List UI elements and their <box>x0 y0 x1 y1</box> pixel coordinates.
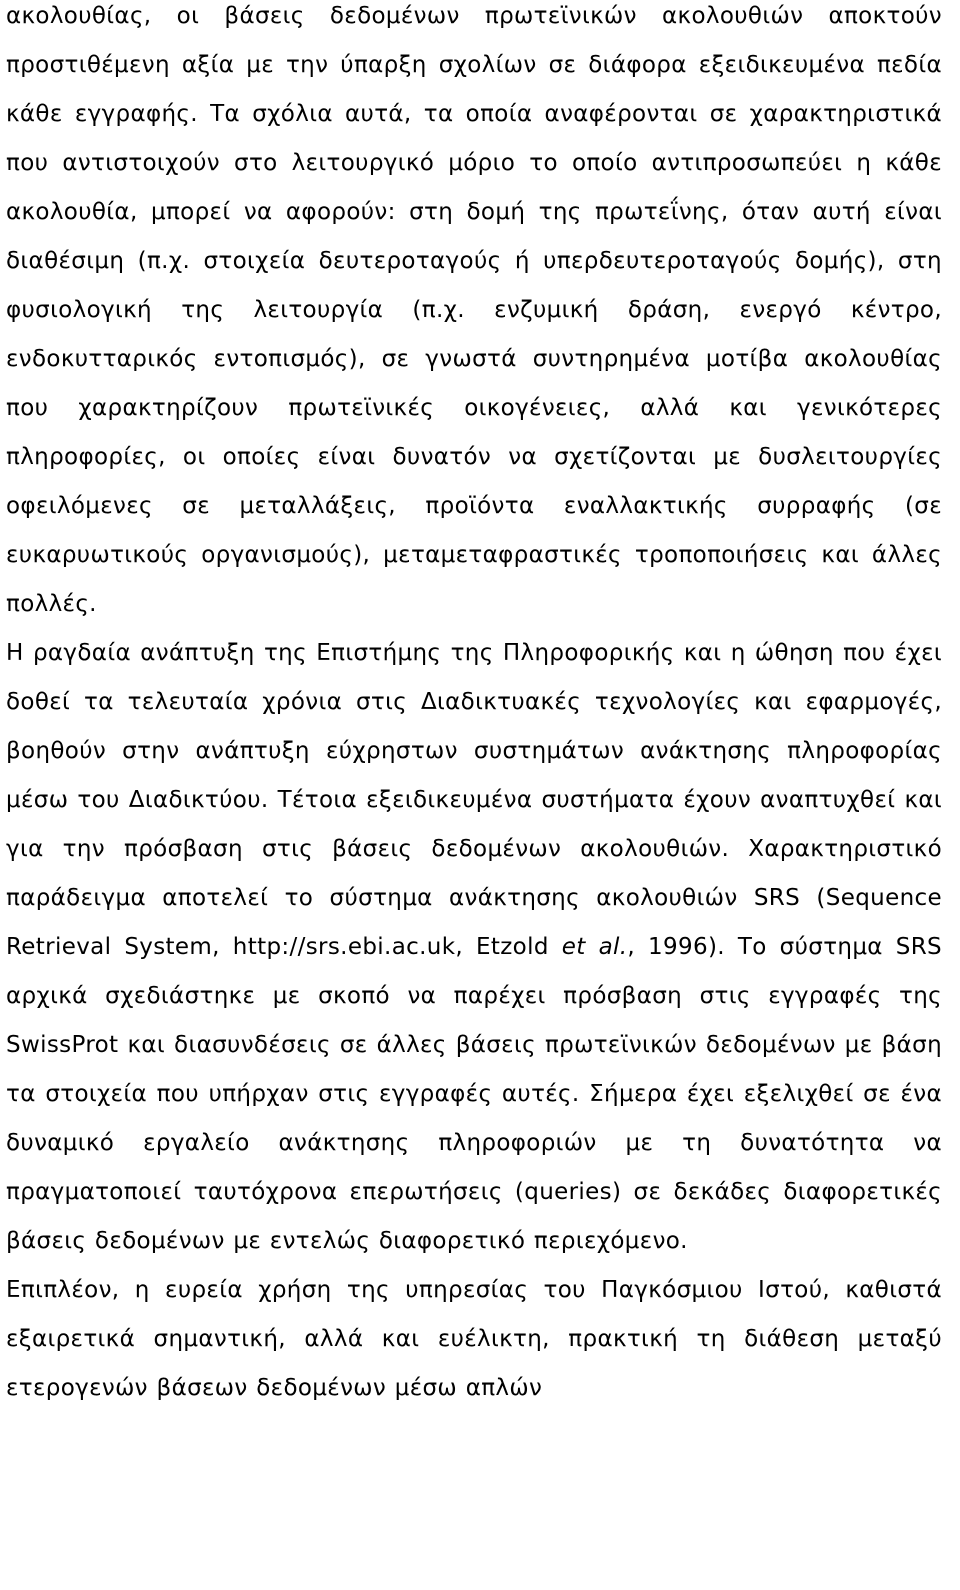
citation-et-al: et al. <box>561 934 628 960</box>
paragraph-text: , 1996). Το σύστημα SRS αρχικά σχεδιάστηκε με σκοπό να παρέχει πρόσβαση στις εγγραφές της SwissProt και διασυνδέσεις σε άλλες βάσεις πρωτεϊνικών δεδομένων με βάση τα στοιχεία που υπήρχαν στις εγγραφές αυτές. Σήμερα έχει εξελιχθεί σε ένα δυναμικό εργαλείο ανάκτησης πληροφοριών με τη δυνατότητα να πραγματοποιεί ταυτόχρονα επερωτήσεις (queries) σε δεκάδες διαφορετικές βάσεις δεδομένων με εντελώς διαφορετικό περιεχόμενο. <box>6 934 943 1254</box>
paragraph-text: ακολουθίας, οι βάσεις δεδομένων πρωτεϊνικών ακολουθιών αποκτούν προστιθέμενη αξία με την ύπαρξη σχολίων σε διάφορα εξειδικευμένα πεδία κάθε εγγραφής. Τα σχόλια αυτά, τα οποία αναφέρονται σε χαρακτηριστικά που αντιστοιχούν στο λειτουργικό μόριο το οποίο αντιπροσωπεύει η κάθε ακολουθία, μπορεί να αφορούν: στη δομή της πρωτεΐνης, όταν αυτή είναι διαθέσιμη (π.χ. στοιχεία δευτεροταγούς ή υπερδευτεροταγούς δομής), στη φυσιολογική της λειτουργία (π.χ. ενζυμική δράση, ενεργό κέντρο, ενδοκυτταρικός εντοπισμός), σε γνωστά συντηρημένα μοτίβα ακολουθίας που χαρακτηρίζουν πρωτεϊνικές οικογένειες, αλλά και γενικότερες πληροφορίες, οι οποίες είναι δυνατόν να σχετίζονται με δυσλειτουργίες οφειλόμενες σε μεταλλάξεις, προϊόντα εναλλακτικής συρραφής (σε ευκαρυωτικούς οργανισμούς), μεταμεταφραστικές τροποποιήσεις και άλλες πολλές. <box>6 3 942 617</box>
paragraph-sequence-annotations <box>6 0 942 629</box>
paragraph-web-services <box>6 1266 942 1413</box>
paragraph-text: Επιπλέον, η ευρεία χρήση της υπηρεσίας του Παγκόσμιου Ιστού, καθιστά εξαιρετικά σημαντική, αλλά και ευέλικτη, πρακτική τη διάθεση μεταξύ ετερογενών βάσεων δεδομένων μέσω απλών <box>6 1277 942 1401</box>
paragraph-srs-system <box>6 629 942 1266</box>
paragraph-text: Η ραγδαία ανάπτυξη της Επιστήμης της Πληροφορικής και η ώθηση που έχει δοθεί τα τελευταία χρόνια στις Διαδικτυακές τεχνολογίες και εφαρμογές, βοηθούν στην ανάπτυξη εύχρηστων συστημάτων ανάκτησης πληροφορίας μέσω του Διαδικτύου. Τέτοια εξειδικευμένα συστήματα έχουν αναπτυχθεί και για την πρόσβαση στις βάσεις δεδομένων ακολουθιών. Χαρακτηριστικό παράδειγμα αποτελεί το σύστημα ανάκτησης ακολουθιών SRS (Sequence Retrieval System, http://srs.ebi.ac.uk, Etzold <box>6 640 942 960</box>
